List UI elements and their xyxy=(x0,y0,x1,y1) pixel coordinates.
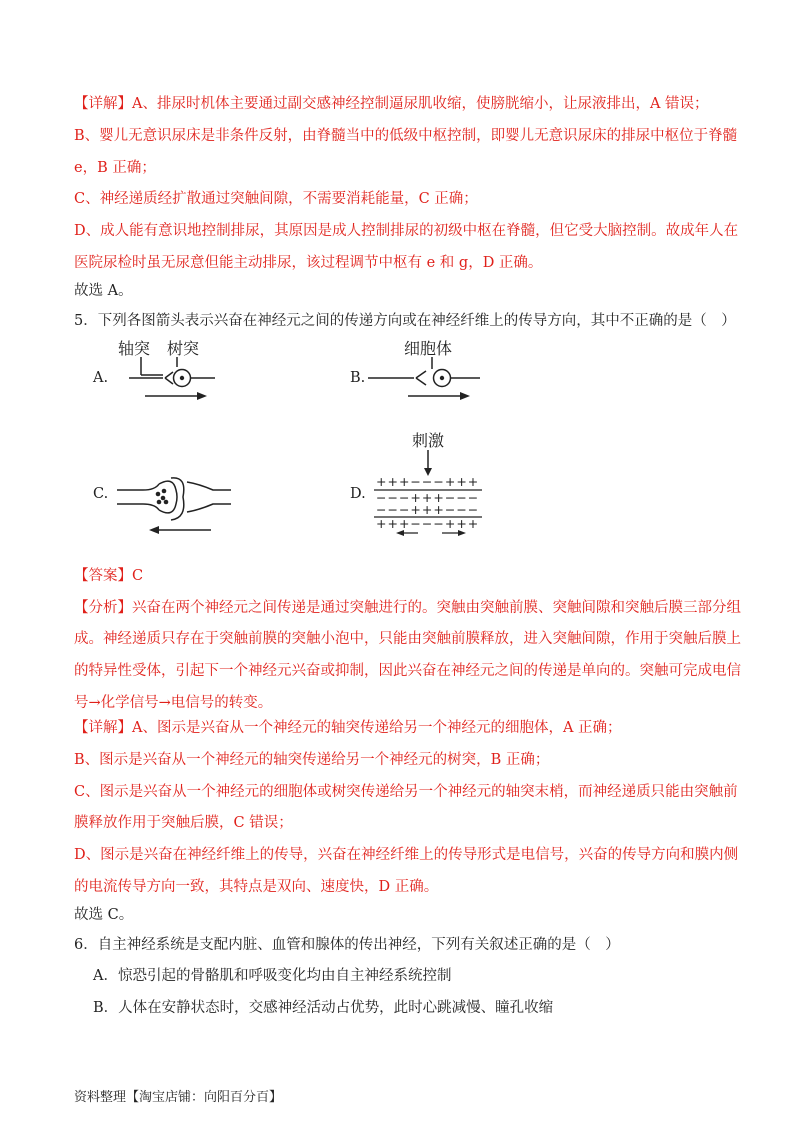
membrane-row-2: −−−+++−−− xyxy=(376,490,480,505)
q4-detail-b-line1: B、婴儿无意识尿床是非条件反射，由脊髓当中的低级中枢控制，即婴儿无意识尿床的排尿中枢位于脊髓 xyxy=(74,128,738,144)
q6-stem: 6．自主神经系统是支配内脏、血管和腺体的传出神经，下列有关叙述正确的是（ ） xyxy=(74,937,620,953)
membrane-row-1: +++−−−+++ xyxy=(376,474,480,489)
q5-analysis-line1: 【分析】兴奋在两个神经元之间传递是通过突触进行的。突触由突触前膜、突触间隙和突触后膜三部分组 xyxy=(74,600,741,616)
q4-detail-b-line2: e，B 正确； xyxy=(74,160,156,176)
q5-detail-c-line2: 膜释放作用于突触后膜，C 错误； xyxy=(74,815,293,831)
q5-option-d-label: D. xyxy=(350,486,366,502)
q5-choice: 故选 C。 xyxy=(74,907,134,923)
page-footer: 资料整理【淘宝店铺：向阳百分百】 xyxy=(74,1090,283,1105)
q5-stem: 5．下列各图箭头表示兴奋在神经元之间的传递方向或在神经纤维上的传导方向，其中不正确的是（ ） xyxy=(74,313,736,329)
q4-detail-d-line1: D、成人能有意识地控制排尿，其原因是成人控制排尿的初级中枢在脊髓，但它受大脑控制。故成年人在 xyxy=(74,223,739,239)
q5-analysis-line2: 成。神经递质只存在于突触前膜的突触小泡中，只能由突触前膜释放，进入突触间隙，作用于突触后膜上 xyxy=(74,631,741,647)
membrane-row-4: +++−−−+++ xyxy=(376,516,480,531)
axon-label: 轴突 xyxy=(118,339,151,358)
cell-body-label: 细胞体 xyxy=(404,339,453,358)
q4-detail-d-line2: 医院尿检时虽无尿意但能主动排尿，该过程调节中枢有 e 和 g，D 正确。 xyxy=(74,255,543,271)
q5-detail-b: B、图示是兴奋从一个神经元的轴突传递给另一个神经元的树突，B 正确； xyxy=(74,752,550,768)
q6-option-a: A．惊恐引起的骨骼肌和呼吸变化均由自主神经系统控制 xyxy=(93,968,452,984)
q5-detail-d-line1: D、图示是兴奋在神经纤维上的传导，兴奋在神经纤维上的传导形式是电信号，兴奋的传导方向和膜内侧 xyxy=(74,847,739,863)
q6-option-b: B．人体在安静状态时，交感神经活动占优势，此时心跳减慢、瞳孔收缩 xyxy=(93,1000,554,1016)
q5-analysis-line3: 的特异性受体，引起下一个神经元兴奋或抑制，因此兴奋在神经元之间的传递是单向的。突触可完成电信 xyxy=(74,663,741,679)
membrane-row-3: −−−+++−−− xyxy=(376,502,480,517)
q5-option-c-diagram xyxy=(113,470,238,535)
q5-detail-d-line2: 的电流传导方向一致，其特点是双向、速度快，D 正确。 xyxy=(74,879,439,895)
q4-choice: 故选 A。 xyxy=(74,283,133,299)
q5-analysis-line4: 号→化学信号→电信号的转变。 xyxy=(74,695,273,711)
q4-detail-a: 【详解】A、排尿时机体主要通过副交感神经控制逼尿肌收缩，使膀胱缩小，让尿液排出，A 错误； xyxy=(74,96,709,112)
q5-detail-c-line1: C、图示是兴奋从一个神经元的细胞体或树突传递给另一个神经元的轴突末梢，而神经递质只能由突触前 xyxy=(74,784,738,800)
q5-option-c-label: C. xyxy=(93,486,109,502)
q5-option-a-label: A. xyxy=(93,370,109,386)
q5-option-b-diagram xyxy=(368,333,488,408)
stimulus-label: 刺激 xyxy=(412,431,445,450)
q5-option-a-diagram xyxy=(115,333,220,408)
q5-option-b-label: B. xyxy=(350,370,366,386)
q5-detail-a: 【详解】A、图示是兴奋从一个神经元的轴突传递给另一个神经元的细胞体，A 正确； xyxy=(74,720,622,736)
dendrite-label: 树突 xyxy=(167,339,200,358)
q5-answer: 【答案】C xyxy=(74,568,144,584)
q5-option-d-diagram xyxy=(370,428,490,538)
q4-detail-c: C、神经递质经扩散通过突触间隙，不需要消耗能量，C 正确； xyxy=(74,191,478,207)
